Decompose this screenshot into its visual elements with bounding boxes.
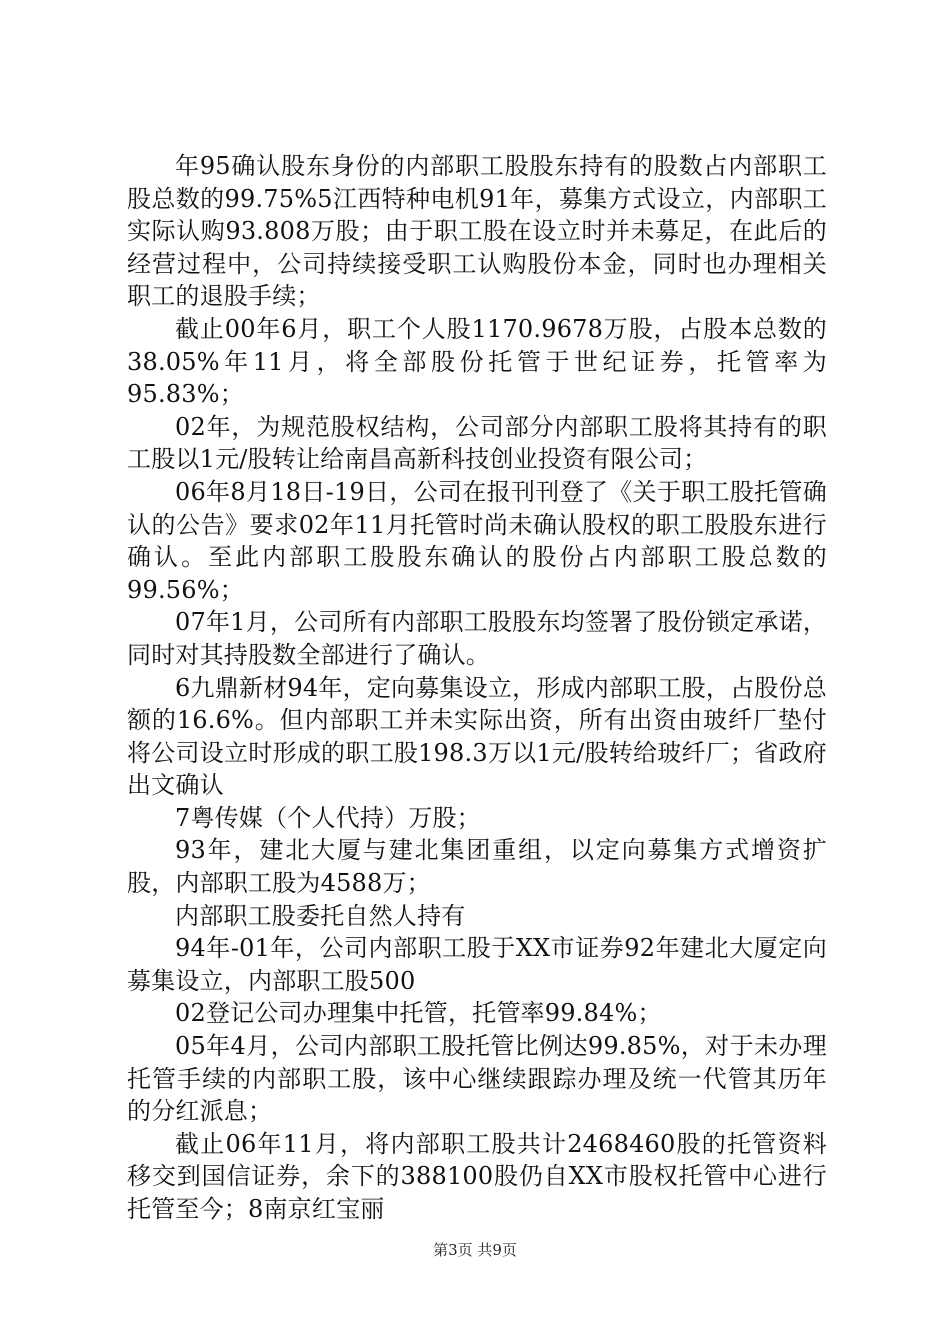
paragraph-13: 截止06年11月，将内部职工股共计2468460股的托管资料移交到国信证券，余下的388100股仍自XX市股权托管中心进行托管至今；8南京红宝丽 xyxy=(127,1129,827,1223)
paragraph-12: 05年4月，公司内部职工股托管比例达99.85%，对于未办理托管手续的内部职工股，该中心继续跟踪办理及统一代管其历年的分红派息； xyxy=(127,1032,827,1126)
paragraph-10: 94年-01年，公司内部职工股于XX市证券92年建北大厦定向募集设立，内部职工股500 xyxy=(127,934,827,995)
paragraph-2: 截止00年6月，职工个人股1170.9678万股，占股本总数的38.05%年11月，将全部股份托管于世纪证券，托管率为95.83%； xyxy=(127,314,827,409)
paragraph-3: 02年，为规范股权结构，公司部分内部职工股将其持有的职工股以1元/股转让给南昌高新科技创业投资有限公司； xyxy=(127,412,827,474)
document-body xyxy=(127,150,827,1226)
paragraph-11: 02登记公司办理集中托管，托管率99.84%； xyxy=(175,999,662,1028)
paragraph-7: 7粤传媒（个人代持）万股； xyxy=(175,803,481,832)
paragraph-4: 06年8月18日-19日，公司在报刊刊登了《关于职工股托管确认的公告》要求02年11月托管时尚未确认股权的职工股股东进行确认。至此内部职工股股东确认的股份占内部职工股总数的99.56%； xyxy=(127,477,827,604)
paragraph-5: 07年1月，公司所有内部职工股股东均签署了股份锁定承诺，同时对其持股数全部进行了确认。 xyxy=(127,608,827,669)
paragraph-6: 6九鼎新材94年，定向募集设立，形成内部职工股，占股份总额的16.6%。但内部职工并未实际出资，所有出资由玻纤厂垫付将公司设立时形成的职工股198.3万以1元/股转给玻纤厂；省政府出文确认 xyxy=(127,673,827,800)
paragraph-1: 年95确认股东身份的内部职工股股东持有的股数占内部职工股总数的99.75%5江西特种电机91年，募集方式设立，内部职工实际认购93.808万股；由于职工股在设立时并未募足，在此后的经营过程中，公司持续接受职工认购股份本金，同时也办理相关职工的退股手续； xyxy=(127,152,827,311)
paragraph-9: 内部职工股委托自然人持有 xyxy=(175,901,466,930)
page-number-footer: 第3页 共9页 xyxy=(433,1241,517,1259)
paragraph-8: 93年，建北大厦与建北集团重组，以定向募集方式增资扩股，内部职工股为4588万； xyxy=(127,836,827,898)
